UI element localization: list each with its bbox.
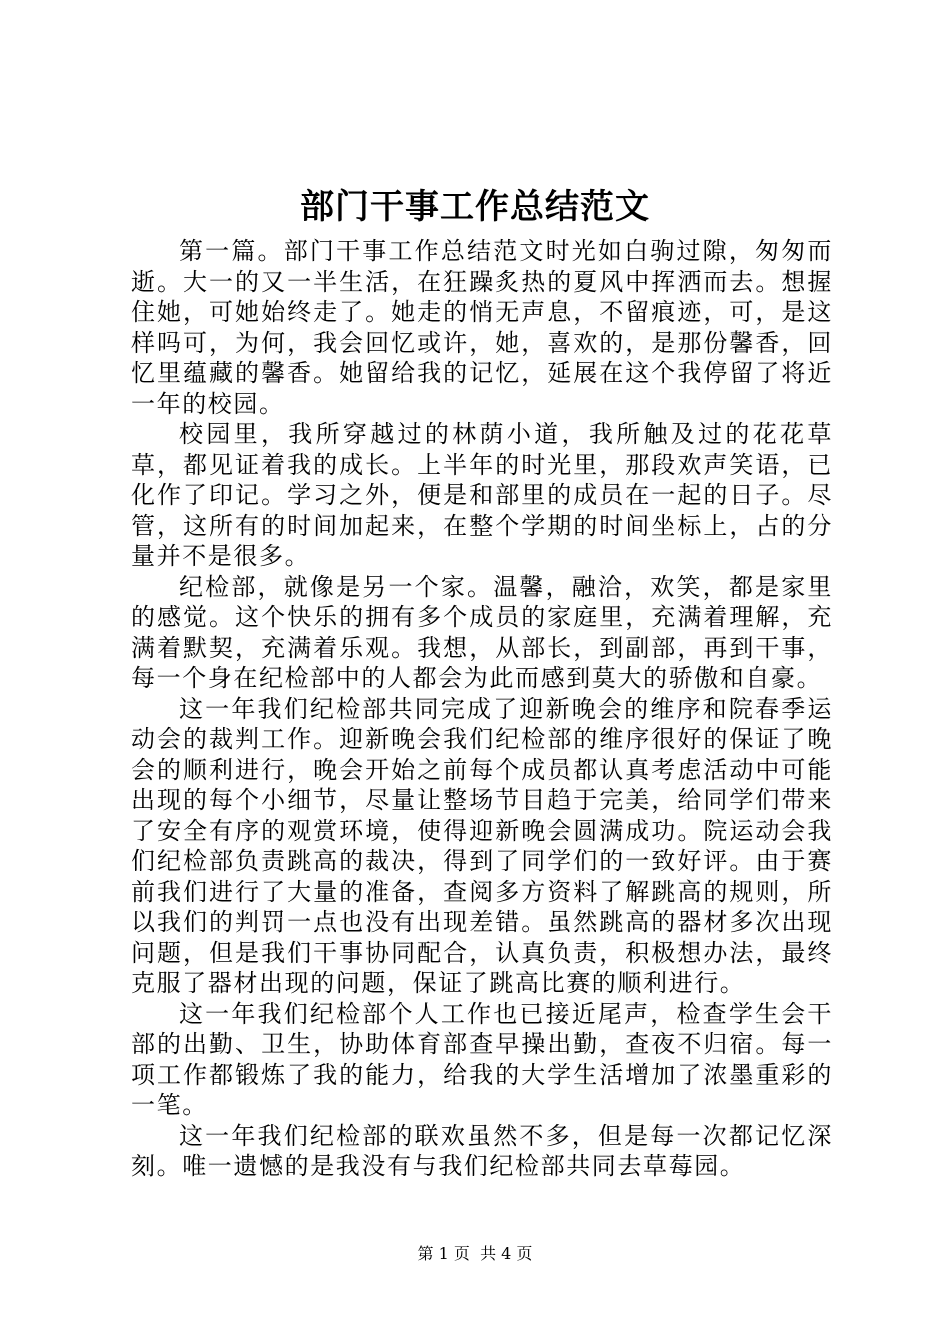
paragraph-1: 第一篇。部门干事工作总结范文时光如白驹过隙，匆匆而逝。大一的又一半生活，在狂躁炙热的夏风中挥洒而去。想握住她，可她始终走了。她走的悄无声息，不留痕迹，可，是这样吗可，为何，我会回忆或许，她，喜欢的，是那份馨香，回忆里蕴藏的馨香。她留给我的记忆，延展在这个我停留了将近一年的校园。 [131,237,833,418]
paragraph-3: 纪检部，就像是另一个家。温馨，融洽，欢笑，都是家里的感觉。这个快乐的拥有多个成员的家庭里，充满着理解，充满着默契，充满着乐观。我想，从部长，到副部，再到干事，每一个身在纪检部中的人都会为此而感到莫大的骄傲和自豪。 [131,572,833,692]
paragraph-5: 这一年我们纪检部个人工作也已接近尾声，检查学生会干部的出勤、卫生，协助体育部查早操出勤，查夜不归宿。每一项工作都锻炼了我的能力，给我的大学生活增加了浓墨重彩的一笔。 [131,999,833,1119]
paragraph-4: 这一年我们纪检部共同完成了迎新晚会的维序和院春季运动会的裁判工作。迎新晚会我们纪检部的维序很好的保证了晚会的顺利进行，晚会开始之前每个成员都认真考虑活动中可能出现的每个小细节，尽量让整场节目趋于完美，给同学们带来了安全有序的观赏环境，使得迎新晚会圆满成功。院运动会我们纪检部负责跳高的裁决，得到了同学们的一致好评。由于赛前我们进行了大量的准备，查阅多方资料了解跳高的规则，所以我们的判罚一点也没有出现差错。虽然跳高的器材多次出现问题，但是我们干事协同配合，认真负责，积极想办法，最终克服了器材出现的问题，保证了跳高比赛的顺利进行。 [131,694,833,997]
page-footer [0,1243,950,1265]
document-body [131,236,833,1182]
page-number-label: 第 1 页 共 4 页 [417,1244,533,1263]
paragraph-6: 这一年我们纪检部的联欢虽然不多，但是每一次都记忆深刻。唯一遗憾的是我没有与我们纪检部共同去草莓园。 [131,1121,833,1180]
document-title: 部门干事工作总结范文 [300,187,650,227]
paragraph-2: 校园里，我所穿越过的林荫小道，我所触及过的花花草草，都见证着我的成长。上半年的时光里，那段欢声笑语，已化作了印记。学习之外，便是和部里的成员在一起的日子。尽管，这所有的时间加起来，在整个学期的时间坐标上，占的分量并不是很多。 [131,420,833,570]
